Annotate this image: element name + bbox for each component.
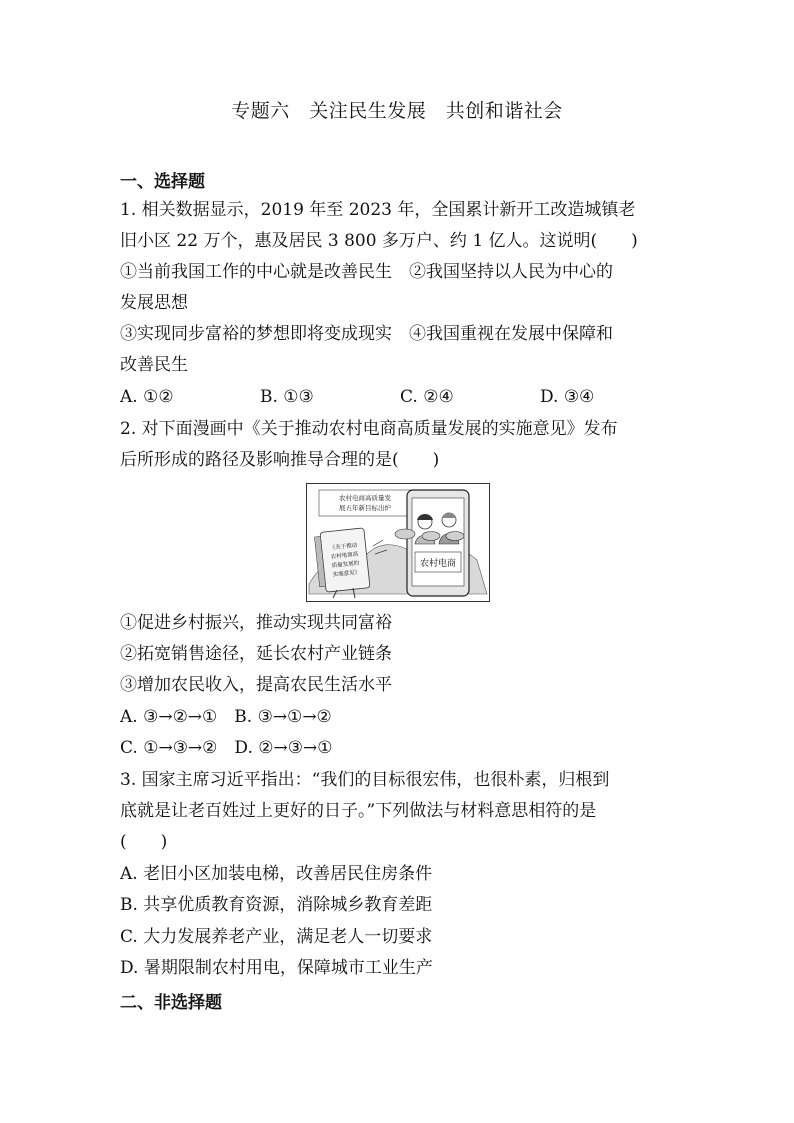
q2-line-1: 2. 对下面漫画中《关于推动农村电商高质量发展的实施意见》发布 xyxy=(120,419,618,439)
q2-item-2: ②拓宽销售途径，延长农村产业链条 xyxy=(120,644,392,664)
q2-line-2: 后所形成的路径及影响推导合理的是( ) xyxy=(120,450,440,470)
page-title: 专题六 关注民生发展 共创和谐社会 xyxy=(231,100,563,122)
cartoon-banner-line-2: 展五年新目标出炉 xyxy=(339,504,391,512)
svg-text:实施意见》: 实施意见》 xyxy=(332,569,361,579)
q1-line-4: 发展思想 xyxy=(120,293,188,313)
q1-line-5: ③实现同步富裕的梦想即将变成现实 ④我国重视在发展中保障和 xyxy=(120,324,613,344)
q1-option-b[interactable]: B. ①③ xyxy=(260,387,314,407)
cartoon-drawing xyxy=(307,484,489,601)
svg-text:农村电商高: 农村电商高 xyxy=(330,551,359,561)
cartoon-phone-label: 农村电商 xyxy=(419,559,457,569)
q2-options-row-1[interactable]: A. ③→②→① B. ③→①→② xyxy=(120,707,332,727)
q3-line-3: ( ) xyxy=(120,832,168,852)
q3-line-2: 底就是让老百姓过上更好的日子。”下列做法与材料意思相符的是 xyxy=(120,801,597,821)
q1-option-a[interactable]: A. ①② xyxy=(120,387,174,407)
svg-text:《关于推动: 《关于推动 xyxy=(329,542,358,552)
q1-option-d[interactable]: D. ③④ xyxy=(540,387,595,407)
q1-line-3: ①当前我国工作的中心就是改善民生 ②我国坚持以人民为中心的 xyxy=(120,262,613,282)
q3-option-d[interactable]: D. 暑期限制农村用电，保障城市工业生产 xyxy=(120,958,433,978)
svg-text:质量发展的: 质量发展的 xyxy=(331,560,360,570)
section-heading-nonchoice: 二、非选择题 xyxy=(120,993,222,1013)
q1-line-1: 1. 相关数据显示，2019 年至 2023 年，全国累计新开工改造城镇老 xyxy=(120,200,636,220)
q3-line-1: 3. 国家主席习近平指出：“我们的目标很宏伟，也很朴素，归根到 xyxy=(120,770,610,790)
q1-line-6: 改善民生 xyxy=(120,355,188,375)
q2-options-row-2[interactable]: C. ①→③→② D. ②→③→① xyxy=(120,738,333,758)
q2-item-1: ①促进乡村振兴，推动实现共同富裕 xyxy=(120,613,392,633)
q3-option-b[interactable]: B. 共享优质教育资源，消除城乡教育差距 xyxy=(120,895,433,915)
q3-option-a[interactable]: A. 老旧小区加装电梯，改善居民住房条件 xyxy=(120,864,433,884)
cartoon-image xyxy=(306,483,490,602)
cartoon-banner-line-1: 农村电商高质量发 xyxy=(339,494,391,502)
q1-line-2: 旧小区 22 万个，惠及居民 3 800 多万户、约 1 亿人。这说明( ) xyxy=(120,231,638,251)
q3-option-c[interactable]: C. 大力发展养老产业，满足老人一切要求 xyxy=(120,927,433,947)
section-heading-choice: 一、选择题 xyxy=(120,172,205,192)
q2-item-3: ③增加农民收入，提高农民生活水平 xyxy=(120,675,392,695)
q1-option-c[interactable]: C. ②④ xyxy=(400,387,454,407)
